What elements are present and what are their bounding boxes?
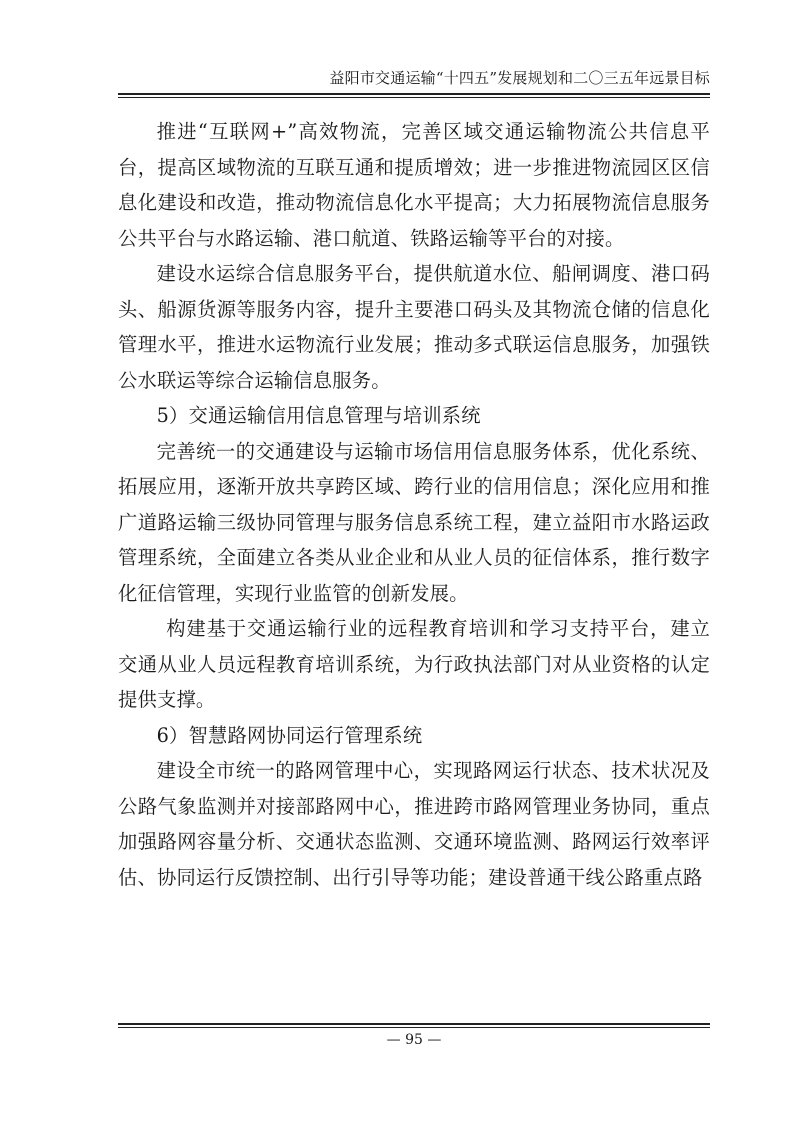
section-heading-road-network: 6）智慧路网协同运行管理系统 [156,723,423,747]
paragraph-remote-training: 构建基于交通运输行业的远程教育培训和学习支持平台，建立交通从业人员远程教育培训系统，为行政执法部门对从业资格的认定提供支撑。 [118,617,710,711]
footer-rule-thick [118,1023,710,1025]
page-number: — 95 — [386,1032,442,1048]
section-heading-credit-system: 5）交通运输信用信息管理与培训系统 [156,404,481,427]
paragraph-road-network: 建设全市统一的路网管理中心，实现路网运行状态、技术状况及公路气象监测并对接部路网中心，推进跨市路网管理业务协同，重点加强路网容量分析、交通状态监测、交通环境监测、路网运行效率评估、协同运行反馈控制、出行引导等功能；建设普通干线公路重点路 [118,759,710,889]
paragraph-waterway-platform: 建设水运综合信息服务平台，提供航道水位、船闸调度、港口码头、船源货源等服务内容，提升主要港口码头及其物流仓储的信息化管理水平，推进水运物流行业发展；推动多式联运信息服务，加强铁公水联运等综合运输信息服务。 [118,262,710,392]
paragraph-internet-logistics: 推进“互联网+”高效物流，完善区域交通运输物流公共信息平台，提高区域物流的互联互通和提质增效；进一步推进物流园区区信息化建设和改造，推动物流信息化水平提高；大力拓展物流信息服务公共平台与水路运输、港口航道、铁路运输等平台的对接。 [118,120,710,250]
footer-rule-thin [118,1027,710,1028]
header-rule-thin [118,97,710,98]
header-rule-thick [118,93,710,95]
paragraph-credit-system: 完善统一的交通建设与运输市场信用信息服务体系，优化系统、拓展应用，逐渐开放共享跨区域、跨行业的信用信息；深化应用和推广道路运输三级协同管理与服务信息系统工程，建立益阳市水路运政管理系统，全面建立各类从业企业和从业人员的征信体系，推行数字化征信管理，实现行业监管的创新发展。 [118,439,710,605]
running-header: 益阳市交通运输“十四五”发展规划和二〇三五年远景目标 [329,69,710,87]
page-body [118,114,710,895]
